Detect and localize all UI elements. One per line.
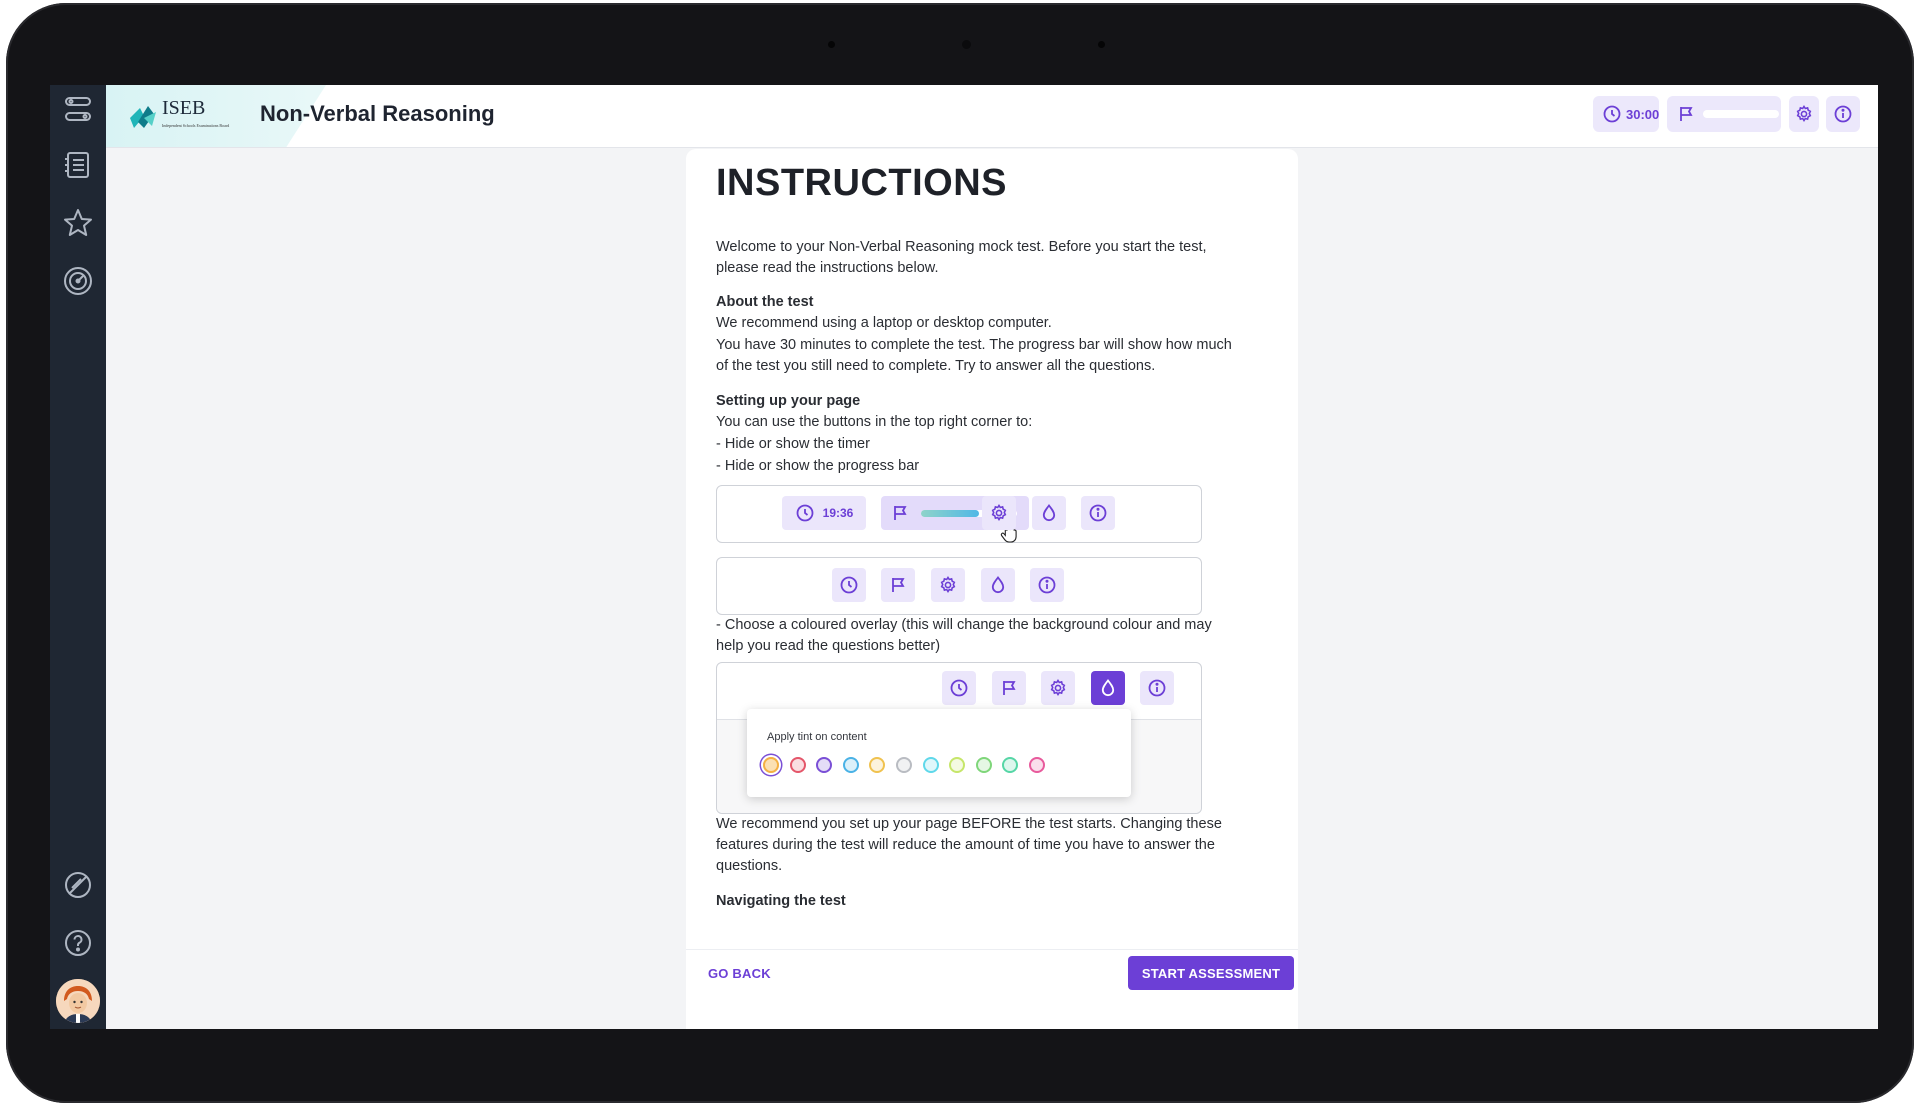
demo-settings-button — [931, 568, 965, 602]
tint-swatch — [763, 757, 779, 773]
footer-bar — [686, 949, 1298, 1004]
start-assessment-button[interactable]: START ASSESSMENT — [1128, 956, 1294, 990]
progress-pill[interactable] — [1667, 96, 1781, 132]
flag-icon — [999, 678, 1019, 698]
flag-icon — [890, 503, 910, 523]
droplet-icon — [988, 575, 1008, 595]
logo-text: ISEB Independent Schools Examinations Board — [162, 99, 229, 135]
info-button[interactable] — [1826, 96, 1860, 132]
avatar[interactable] — [56, 979, 100, 1023]
app-title: Non-Verbal Reasoning — [260, 101, 495, 126]
demo-timer-button — [832, 568, 866, 602]
tint-swatch — [816, 757, 832, 773]
instructions-content[interactable] — [716, 149, 1276, 949]
recommend-line-1: We recommend you set up your page BEFORE the test starts. Changing these — [716, 816, 1222, 832]
demo-tint-button — [1032, 496, 1066, 530]
go-back-button[interactable]: GO BACK — [708, 966, 771, 981]
demo-timer-value: 19:36 — [822, 505, 854, 520]
about-paragraph-2-line-1: You have 30 minutes to complete the test. The progress bar will show how much — [716, 337, 1232, 353]
tint-swatch — [949, 757, 965, 773]
tint-popup-title: Apply tint on content — [767, 731, 867, 743]
info-icon — [1147, 678, 1167, 698]
logo-subtext: Independent Schools Examinations Board — [162, 123, 230, 128]
info-icon — [1833, 104, 1853, 124]
top-bar — [106, 85, 1878, 148]
droplet-icon — [1039, 503, 1059, 523]
flag-icon — [888, 575, 908, 595]
clock-icon — [949, 678, 969, 698]
recommend-line-2: features during the test will reduce the amount of time you have to answer the — [716, 837, 1215, 853]
droplet-icon — [1098, 678, 1118, 698]
flag-icon — [1676, 104, 1696, 124]
demo-progress-button — [881, 568, 915, 602]
clock-icon — [1602, 104, 1622, 124]
demo-progress-fill — [921, 510, 979, 517]
tint-swatch — [923, 757, 939, 773]
overlay-line-2: help you read the questions better) — [716, 638, 941, 654]
about-paragraph-2-line-2: of the test you still need to complete. Try to answer all the questions. — [716, 358, 1156, 374]
gear-icon — [1794, 104, 1814, 124]
about-paragraph-1: We recommend using a laptop or desktop computer. — [716, 315, 1052, 331]
gear-icon — [989, 503, 1009, 523]
tint-swatch — [976, 757, 992, 773]
tint-swatch — [869, 757, 885, 773]
page-title: INSTRUCTIONS — [716, 162, 1007, 204]
star-icon[interactable] — [58, 203, 98, 243]
setup-bullet-timer: - Hide or show the timer — [716, 436, 870, 452]
demo-toolbar-visible — [716, 485, 1202, 543]
tint-swatch — [1029, 757, 1045, 773]
timer-pill[interactable] — [1593, 96, 1659, 132]
device-bezel — [6, 3, 1914, 1103]
iseb-logo — [128, 99, 229, 135]
demo-info-button — [1081, 496, 1115, 530]
setup-bullet-progress: - Hide or show the progress bar — [716, 458, 920, 474]
tint-popup — [747, 709, 1131, 797]
intro-line-1: Welcome to your Non-Verbal Reasoning mock test. Before you start the test, — [716, 239, 1207, 255]
navigating-heading: Navigating the test — [716, 893, 846, 909]
demo-settings-button — [982, 496, 1016, 530]
progress-track — [1703, 110, 1779, 118]
info-icon — [1037, 575, 1057, 595]
tint-swatch — [896, 757, 912, 773]
routes-icon[interactable] — [58, 89, 98, 129]
demo-toolbar-tint — [716, 662, 1202, 814]
gauge-icon[interactable] — [58, 261, 98, 301]
sidebar — [50, 85, 106, 1029]
overlay-line-1: - Choose a coloured overlay (this will change the background colour and may — [716, 617, 1212, 633]
demo-timer-pill — [782, 496, 866, 530]
demo-tint-button — [981, 568, 1015, 602]
about-heading: About the test — [716, 294, 814, 310]
demo-toolbar-hidden — [716, 557, 1202, 615]
demo-progress-button — [992, 671, 1026, 705]
settings-button[interactable] — [1789, 96, 1819, 132]
intro-line-2: please read the instructions below. — [716, 260, 939, 276]
tint-swatch — [843, 757, 859, 773]
demo-timer-button — [942, 671, 976, 705]
recommend-line-3: questions. — [716, 858, 783, 874]
clock-icon — [795, 503, 815, 523]
setup-heading: Setting up your page — [716, 393, 861, 409]
gear-icon — [938, 575, 958, 595]
instructions-card — [686, 149, 1298, 1029]
iseb-emblem-icon — [128, 104, 158, 130]
tint-swatch — [790, 757, 806, 773]
hide-icon[interactable] — [58, 865, 98, 905]
info-icon — [1088, 503, 1108, 523]
list-icon[interactable] — [58, 145, 98, 185]
sensor-dot — [1098, 41, 1105, 48]
sensor-dot — [828, 41, 835, 48]
app-screen — [50, 85, 1878, 1029]
demo-tint-button-active — [1091, 671, 1125, 705]
timer-value: 30:00 — [1626, 106, 1660, 122]
setup-paragraph: You can use the buttons in the top right corner to: — [716, 414, 1033, 430]
gear-icon — [1048, 678, 1068, 698]
demo-settings-button — [1041, 671, 1075, 705]
demo-info-button — [1140, 671, 1174, 705]
help-icon[interactable] — [58, 923, 98, 963]
clock-icon — [839, 575, 859, 595]
demo-info-button — [1030, 568, 1064, 602]
tint-swatch — [1002, 757, 1018, 773]
camera-lens — [962, 40, 971, 49]
